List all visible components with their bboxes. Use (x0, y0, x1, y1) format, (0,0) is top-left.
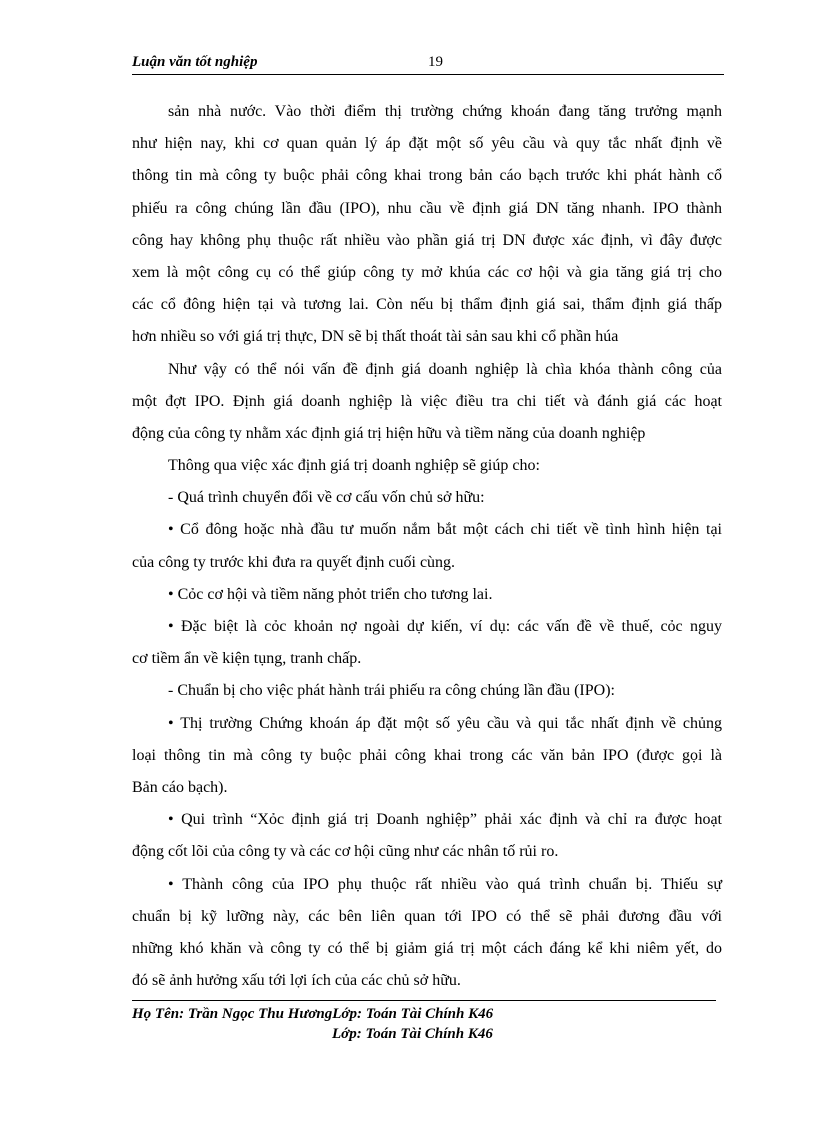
text-line: • Cỏc cơ hội và tiềm năng phỏt triển cho tương lai. (168, 585, 493, 603)
text-line: động của công ty nhằm xác định giá trị hiện hữu và tiềm năng của doanh nghiệp (132, 424, 646, 442)
footer-divider (132, 1000, 716, 1001)
page-number: 19 (428, 54, 443, 70)
text-line: Thông qua việc xác định giá trị doanh nghiệp sẽ giúp cho: (168, 457, 540, 475)
text-line: một đợt IPO. Định giá doanh nghiệp là việc điều tra chi tiết và đánh giá các hoạt (132, 392, 722, 410)
text-line: Như vậy có thể nói vấn đề định giá doanh nghiệp là chìa khóa thành công của (168, 360, 722, 378)
text-line: • Đặc biệt là cỏc khoản nợ ngoài dự kiến, ví dụ: các vấn đề về thuế, cỏc nguy (168, 618, 722, 635)
footer-author-line: Họ Tên: Trần Ngọc Thu HươngLớp: Toán Tài Chính K46 (132, 1006, 494, 1022)
text-line: - Chuẩn bị cho việc phát hành trái phiếu ra công chúng lần đầu (IPO): (168, 682, 615, 700)
text-line: Bản cáo bạch). (132, 778, 228, 796)
text-line: • Qui trình “Xỏc định giá trị Doanh nghiệp” phải xác định và chỉ ra được hoạt (168, 811, 722, 829)
text-line: sản nhà nước. Vào thời điểm thị trường chứng khoán đang tăng trưởng mạnh (168, 103, 722, 120)
text-line: • Thị trường Chứng khoán áp đặt một số yêu cầu và qui tắc nhất định về chủng (168, 714, 722, 732)
text-line: các cổ đông hiện tại và tương lai. Còn nếu bị thẩm định giá sai, thẩm định giá thấp (132, 296, 722, 314)
text-line: phiếu ra công chúng lần đầu (IPO), nhu cầu về định giá DN tăng nhanh. IPO thành (132, 199, 722, 217)
page-header (132, 52, 724, 75)
page-footer (132, 1004, 493, 1044)
text-line: công hay không phụ thuộc rất nhiều vào phần giá trị DN được xác định, vì đây được (132, 231, 722, 249)
text-line: những khó khăn và công ty có thể bị giảm giá trị một cách đáng kể khi niêm yết, do (132, 939, 722, 957)
text-line: đó sẽ ảnh hưởng xấu tới lợi ích của các chủ sở hữu. (132, 972, 461, 990)
header-title: Luận văn tốt nghiệp (132, 54, 258, 70)
text-line: thông tin mà công ty buộc phải công khai trong bản cáo bạch trước khi phát hành cổ (132, 167, 722, 185)
text-line: cơ tiềm ẩn về kiện tụng, tranh chấp. (132, 650, 362, 668)
text-line: loại thông tin mà công ty buộc phải công khai trong các văn bản IPO (được gọi là (132, 746, 722, 764)
text-line: xem là một công cụ có thể giúp công ty mở khúa các cơ hội và gia tăng giá trị cho (132, 263, 722, 281)
text-line: như hiện nay, khi cơ quan quản lý áp đặt một số yêu cầu và quy tắc nhất định về (132, 135, 722, 153)
text-line: - Quá trình chuyển đổi về cơ cấu vốn chủ sở hữu: (168, 489, 485, 507)
text-line: • Thành công của IPO phụ thuộc rất nhiều vào quá trình chuẩn bị. Thiếu sự (168, 875, 722, 893)
text-line: chuẩn bị kỹ lưỡng này, các bên liên quan tới IPO có thể sẽ phải đương đầu với (132, 907, 722, 925)
text-line: hơn nhiều so với giá trị thực, DN sẽ bị thất thoát tài sản sau khi cổ phần húa (132, 328, 619, 346)
text-line: động cốt lõi của công ty và các cơ hội cũng như các nhân tố rủi ro. (132, 843, 559, 861)
body-text (132, 96, 722, 997)
footer-class-line: Lớp: Toán Tài Chính K46 (332, 1026, 493, 1042)
text-line: • Cổ đông hoặc nhà đầu tư muốn nắm bắt một cách chi tiết về tình hình hiện tại (168, 521, 722, 539)
text-line: của công ty trước khi đưa ra quyết định cuối cùng. (132, 553, 456, 571)
